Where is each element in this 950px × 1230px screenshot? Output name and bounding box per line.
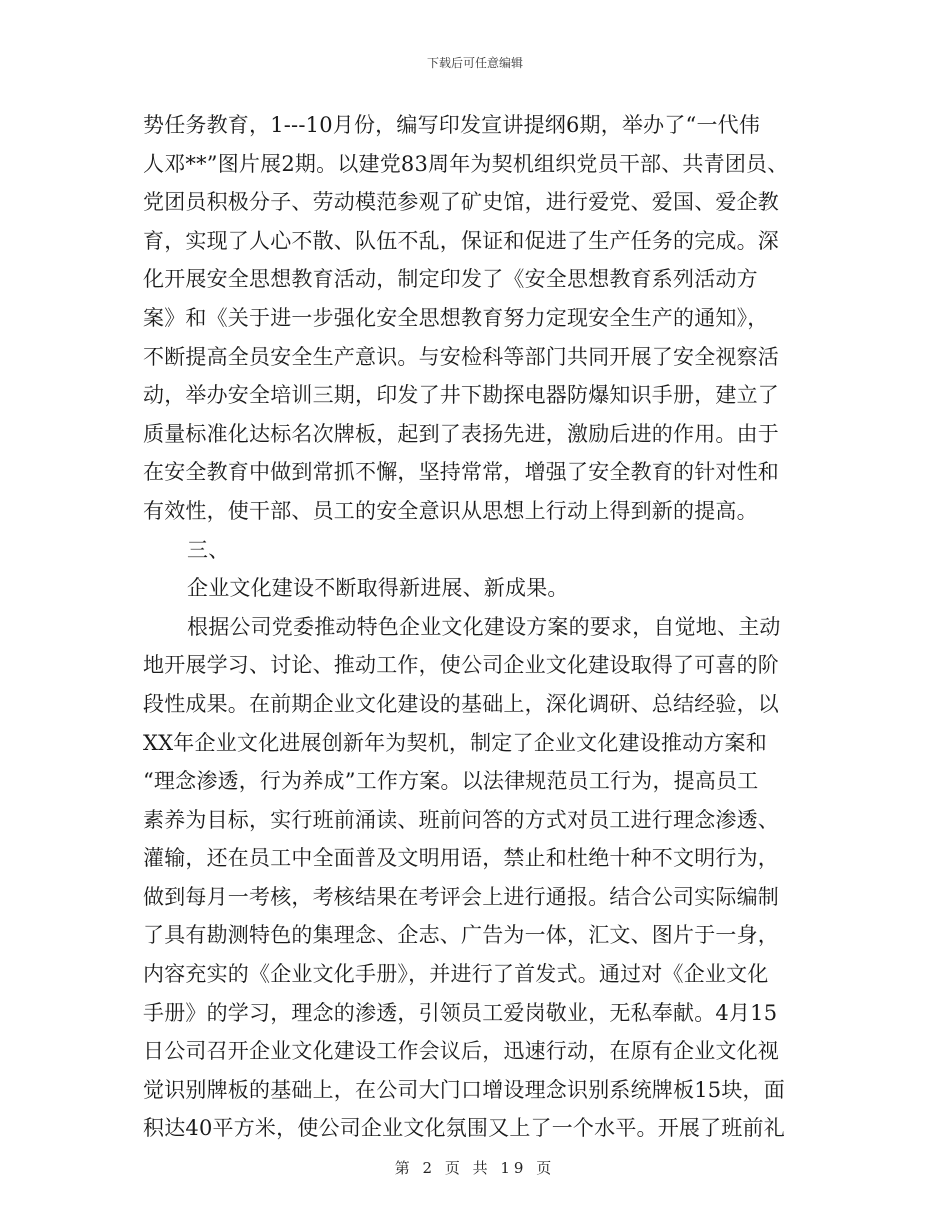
text-line: 育，实现了人心不散、队伍不乱，保证和促进了生产任务的完成。深 (143, 228, 779, 253)
text-line: 党团员积极分子、劳动模范参观了矿史馆，进行爱党、爱国、爱企教 (143, 190, 779, 215)
text-line: XX年企业文化进展创新年为契机，制定了企业文化建设推动方案和 (143, 730, 767, 755)
section-heading-title: 企业文化建设不断取得新进展、新成果。 (187, 576, 569, 601)
text-line: 手册》的学习，理念的渗透，引领员工爱岗敬业，无私奉献。4月15 (143, 1000, 778, 1025)
text-line: 人邓**”图片展2期。以建党83周年为契机组织党员干部、共青团员、 (143, 151, 789, 176)
text-line: 觉识别牌板的基础上，在公司大门口增设理念识别系统牌板15块，面 (143, 1077, 785, 1102)
text-line: 根据公司党委推动特色企业文化建设方案的要求，自觉地、主动 (187, 614, 781, 639)
text-line: 了具有勘测特色的集理念、企志、广告为一体，汇文、图片于一身， (143, 923, 779, 948)
text-line: 在安全教育中做到常抓不懈，坚持常常，增强了安全教育的针对性和 (143, 460, 779, 485)
text-line: 地开展学习、讨论、推动工作，使公司企业文化建设取得了可喜的阶 (143, 653, 779, 678)
text-line: 势任务教育，1---10月份，编写印发宣讲提纲6期，举办了“一代伟 (143, 113, 761, 137)
text-line: 案》和《关于进一步强化安全思想教育努力定现安全生产的通知》， (143, 305, 769, 330)
text-line: 不断提高全员安全生产意识。与安检科等部门共同开展了安全视察活 (143, 344, 779, 369)
text-line: 化开展安全思想教育活动，制定印发了《安全思想教育系列活动方 (143, 267, 758, 292)
text-line: 段性成果。在前期企业文化建设的基础上，深化调研、总结经验，以 (143, 691, 779, 716)
text-line: 动，举办安全培训三期，印发了井下勘探电器防爆知识手册，建立了 (143, 383, 779, 408)
text-line: 有效性，使干部、员工的安全意识从思想上行动上得到新的提高。 (143, 498, 758, 523)
page-header-note: 下载后可任意编辑 (426, 56, 523, 70)
text-line: 素养为目标，实行班前涌读、班前问答的方式对员工进行理念渗透、 (143, 807, 779, 832)
text-line: “理念渗透，行为养成”工作方案。以法律规范员工行为，提高员工 (143, 769, 759, 794)
body-text (143, 106, 811, 1148)
text-line: 积达40平方米，使公司企业文化氛围又上了一个水平。开展了班前礼 (143, 1116, 785, 1141)
text-line: 质量标准化达标名次牌板，起到了表扬先进，激励后进的作用。由于 (143, 421, 779, 446)
text-line: 内容充实的《企业文化手册》，并进行了首发式。通过对《企业文化 (143, 962, 769, 987)
text-line: 灌输，还在员工中全面普及文明用语，禁止和杜绝十种不文明行为， (143, 846, 779, 871)
page-footer-number: 第 2 页 共 19 页 (394, 1159, 556, 1177)
section-heading-number: 三、 (187, 537, 230, 562)
text-line: 做到每月一考核，考核结果在考评会上进行通报。结合公司实际编制 (143, 884, 779, 909)
text-line: 日公司召开企业文化建设工作会议后，迅速行动，在原有企业文化视 (143, 1039, 779, 1064)
